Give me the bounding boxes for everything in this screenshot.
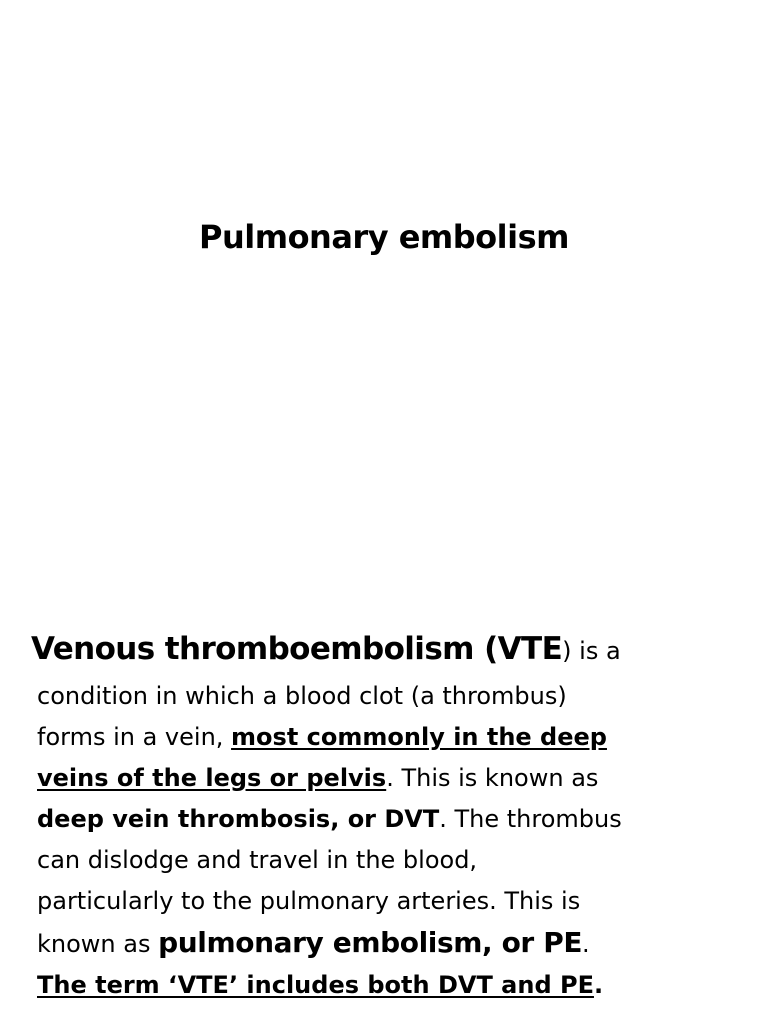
emphasis-deep-veins: most commonly in the deep [231,723,607,751]
page-title: Pulmonary embolism [199,218,569,256]
text-line-9 [31,965,751,1006]
text-segment: known as [37,930,159,958]
text-line-5 [31,799,751,840]
emphasis-legs-pelvis: veins of the legs or pelvis [37,764,387,792]
text-line-1 [31,624,751,676]
text-line-2 [31,676,751,717]
text-segment: . [593,971,604,999]
text-line-3 [31,717,751,758]
text-segment: . [582,930,590,958]
text-segment: forms in a vein, [37,723,232,751]
text-segment: condition in which a blood clot (a thrombus) [37,682,567,710]
vte-term: Venous thromboembolism (VTE [31,631,563,667]
text-segment: . The thrombus [439,805,622,833]
vte-includes-statement: The term ‘VTE’ includes both DVT and PE [37,971,594,999]
slide-definition [0,512,768,1024]
text-line-8 [31,922,751,965]
text-line-4 [31,758,751,799]
text-segment: ) is a [562,637,621,665]
dvt-term: deep vein thrombosis, or DVT [37,805,440,833]
pe-term: pulmonary embolism, or PE [158,926,583,959]
text-segment: can dislodge and travel in the blood, [37,846,478,874]
text-line-6 [31,840,751,881]
vte-definition-paragraph [31,624,751,1006]
text-segment: particularly to the pulmonary arteries. This is [37,887,581,915]
text-segment: . This is known as [386,764,599,792]
text-line-7 [31,881,751,922]
